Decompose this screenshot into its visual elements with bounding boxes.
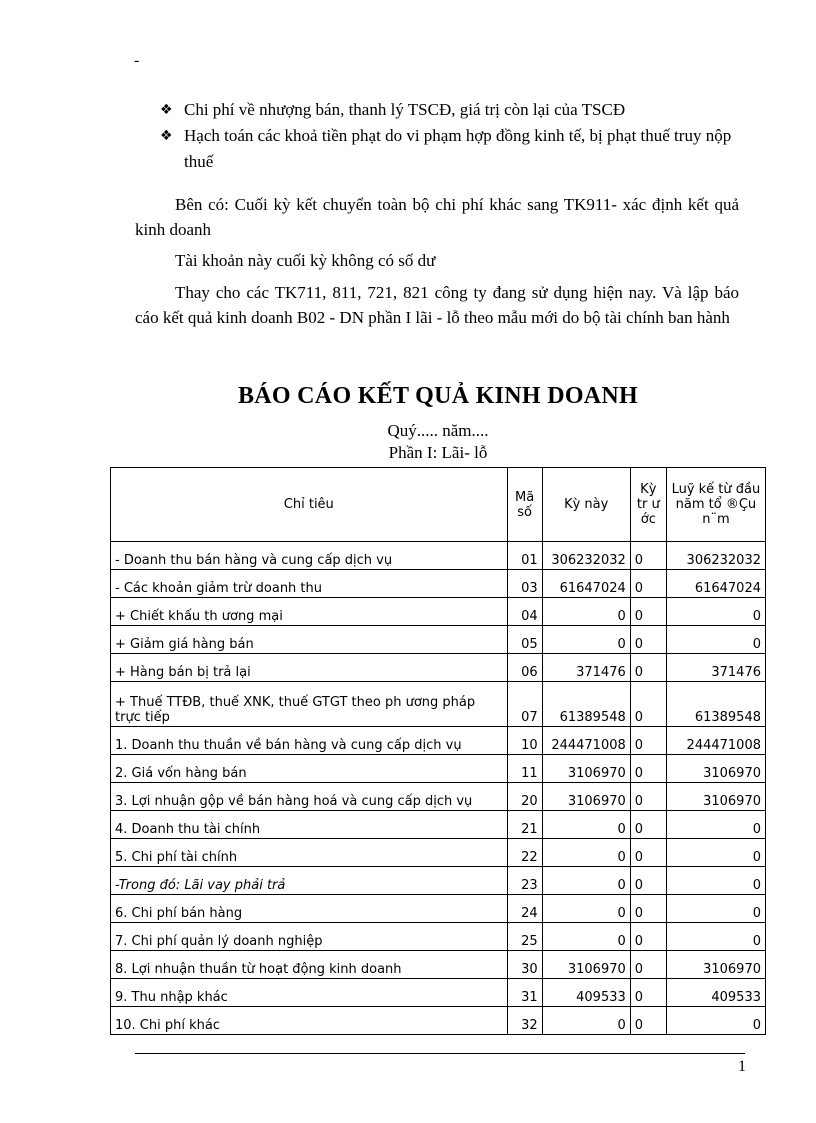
row-label: 8. Lợi nhuận thuần từ hoạt động kinh doanh	[111, 951, 508, 979]
diamond-bullet-icon: ❖	[160, 102, 173, 118]
paragraph-no-balance: Tài khoản này cuối kỳ không có số dư	[175, 251, 436, 270]
footer-rule	[135, 1053, 745, 1054]
table-row	[111, 867, 766, 895]
row-this-period: 3106970	[542, 783, 630, 811]
row-cumulative: 0	[666, 839, 765, 867]
table-row	[111, 598, 766, 626]
row-prev-period: 0	[630, 923, 666, 951]
row-label: + Giảm giá hàng bán	[111, 626, 508, 654]
row-label: 1. Doanh thu thuần về bán hàng và cung cấp dịch vụ	[111, 727, 508, 755]
row-label: -Trong đó: Lãi vay phải trả	[111, 867, 508, 895]
row-code: 20	[507, 783, 542, 811]
table-row	[111, 654, 766, 682]
row-this-period: 0	[542, 839, 630, 867]
row-label: 10. Chi phí khác	[111, 1007, 508, 1035]
row-code: 07	[507, 682, 542, 727]
row-cumulative: 3106970	[666, 951, 765, 979]
row-prev-period: 0	[630, 542, 666, 570]
row-code: 01	[507, 542, 542, 570]
row-this-period: 3106970	[542, 951, 630, 979]
row-cumulative: 0	[666, 811, 765, 839]
row-cumulative: 0	[666, 626, 765, 654]
row-cumulative: 3106970	[666, 755, 765, 783]
header-this-period: Kỳ này	[542, 468, 630, 542]
row-this-period: 3106970	[542, 755, 630, 783]
row-code: 31	[507, 979, 542, 1007]
table-row	[111, 979, 766, 1007]
table-row	[111, 755, 766, 783]
row-prev-period: 0	[630, 570, 666, 598]
table-row	[111, 923, 766, 951]
row-code: 11	[507, 755, 542, 783]
row-cumulative: 61389548	[666, 682, 765, 727]
row-this-period: 0	[542, 867, 630, 895]
report-period: Quý..... năm....	[387, 421, 489, 440]
row-cumulative: 0	[666, 923, 765, 951]
header-prev-period: Kỳ tr ư ớc	[630, 468, 666, 542]
row-prev-period: 0	[630, 811, 666, 839]
row-label: + Thuế TTĐB, thuế XNK, thuế GTGT theo ph ương pháp trực tiếp	[111, 682, 508, 727]
header-indicator: Chỉ tiêu	[111, 468, 508, 542]
report-part: Phần I: Lãi- lỗ	[388, 443, 488, 462]
header-code: Mã số	[507, 468, 542, 542]
table-body	[111, 542, 766, 1035]
top-dash: -	[134, 52, 140, 69]
table-row	[111, 811, 766, 839]
row-prev-period: 0	[630, 839, 666, 867]
table-row	[111, 542, 766, 570]
table-row	[111, 570, 766, 598]
row-this-period: 0	[542, 626, 630, 654]
row-prev-period: 0	[630, 895, 666, 923]
row-cumulative: 3106970	[666, 783, 765, 811]
page-number: 1	[738, 1058, 746, 1075]
row-code: 10	[507, 727, 542, 755]
row-cumulative: 306232032	[666, 542, 765, 570]
table-row	[111, 839, 766, 867]
paragraph-replacement: Thay cho các TK711, 811, 721, 821 công ty đang sử dụng hiện nay. Và lập báo cáo kết quả kinh doanh B02 - DN phần I lãi - lỗ theo mẫu mới do bộ tài chính ban hành	[135, 283, 739, 327]
row-prev-period: 0	[630, 727, 666, 755]
bullet-text: Chi phí về nhượng bán, thanh lý TSCĐ, giá trị còn lại của TSCĐ	[184, 100, 626, 119]
row-this-period: 0	[542, 895, 630, 923]
row-this-period: 0	[542, 811, 630, 839]
row-this-period: 0	[542, 598, 630, 626]
row-cumulative: 0	[666, 598, 765, 626]
row-label: 7. Chi phí quản lý doanh nghiệp	[111, 923, 508, 951]
table-row	[111, 783, 766, 811]
bullet-item	[160, 97, 740, 123]
row-label: 3. Lợi nhuận gộp về bán hàng hoá và cung cấp dịch vụ	[111, 783, 508, 811]
paragraph-credit-side: Bên có: Cuối kỳ kết chuyển toàn bộ chi phí khác sang TK911- xác định kết quả kinh doanh	[135, 195, 739, 239]
row-prev-period: 0	[630, 867, 666, 895]
row-code: 06	[507, 654, 542, 682]
row-this-period: 409533	[542, 979, 630, 1007]
table-header-row	[111, 468, 766, 542]
row-prev-period: 0	[630, 979, 666, 1007]
row-cumulative: 409533	[666, 979, 765, 1007]
row-this-period: 244471008	[542, 727, 630, 755]
row-prev-period: 0	[630, 783, 666, 811]
row-this-period: 0	[542, 1007, 630, 1035]
row-code: 23	[507, 867, 542, 895]
row-cumulative: 0	[666, 867, 765, 895]
row-this-period: 0	[542, 923, 630, 951]
row-code: 21	[507, 811, 542, 839]
row-cumulative: 0	[666, 895, 765, 923]
row-label: + Chiết khấu th ương mại	[111, 598, 508, 626]
row-label: 4. Doanh thu tài chính	[111, 811, 508, 839]
row-code: 25	[507, 923, 542, 951]
diamond-bullet-icon: ❖	[160, 128, 173, 144]
table-row	[111, 727, 766, 755]
row-prev-period: 0	[630, 1007, 666, 1035]
row-label: - Doanh thu bán hàng và cung cấp dịch vụ	[111, 542, 508, 570]
row-code: 22	[507, 839, 542, 867]
row-code: 24	[507, 895, 542, 923]
row-label: 2. Giá vốn hàng bán	[111, 755, 508, 783]
header-cumulative: Luỹ kế từ đầu năm tổ ®Çu n¨m	[666, 468, 765, 542]
row-code: 03	[507, 570, 542, 598]
row-this-period: 61389548	[542, 682, 630, 727]
table-row	[111, 951, 766, 979]
row-prev-period: 0	[630, 951, 666, 979]
row-label: - Các khoản giảm trừ doanh thu	[111, 570, 508, 598]
row-code: 05	[507, 626, 542, 654]
row-cumulative: 0	[666, 1007, 765, 1035]
row-this-period: 371476	[542, 654, 630, 682]
row-code: 30	[507, 951, 542, 979]
row-code: 04	[507, 598, 542, 626]
bullet-item	[160, 123, 740, 175]
row-this-period: 61647024	[542, 570, 630, 598]
row-code: 32	[507, 1007, 542, 1035]
row-cumulative: 371476	[666, 654, 765, 682]
income-statement-table	[110, 467, 766, 1035]
row-this-period: 306232032	[542, 542, 630, 570]
row-label: 6. Chi phí bán hàng	[111, 895, 508, 923]
row-prev-period: 0	[630, 598, 666, 626]
row-cumulative: 244471008	[666, 727, 765, 755]
row-prev-period: 0	[630, 626, 666, 654]
table-row	[111, 1007, 766, 1035]
table-row	[111, 895, 766, 923]
bullet-list	[160, 97, 740, 175]
row-label: + Hàng bán bị trả lại	[111, 654, 508, 682]
row-prev-period: 0	[630, 654, 666, 682]
row-cumulative: 61647024	[666, 570, 765, 598]
row-prev-period: 0	[630, 755, 666, 783]
table-row	[111, 626, 766, 654]
row-label: 9. Thu nhập khác	[111, 979, 508, 1007]
bullet-text: Hạch toán các khoả tiền phạt do vi phạm hợp đồng kinh tế, bị phạt thuế truy nộp thuế	[184, 126, 732, 171]
report-title: BÁO CÁO KẾT QUẢ KINH DOANH	[237, 383, 639, 409]
row-label: 5. Chi phí tài chính	[111, 839, 508, 867]
row-prev-period: 0	[630, 682, 666, 727]
table-row	[111, 682, 766, 727]
